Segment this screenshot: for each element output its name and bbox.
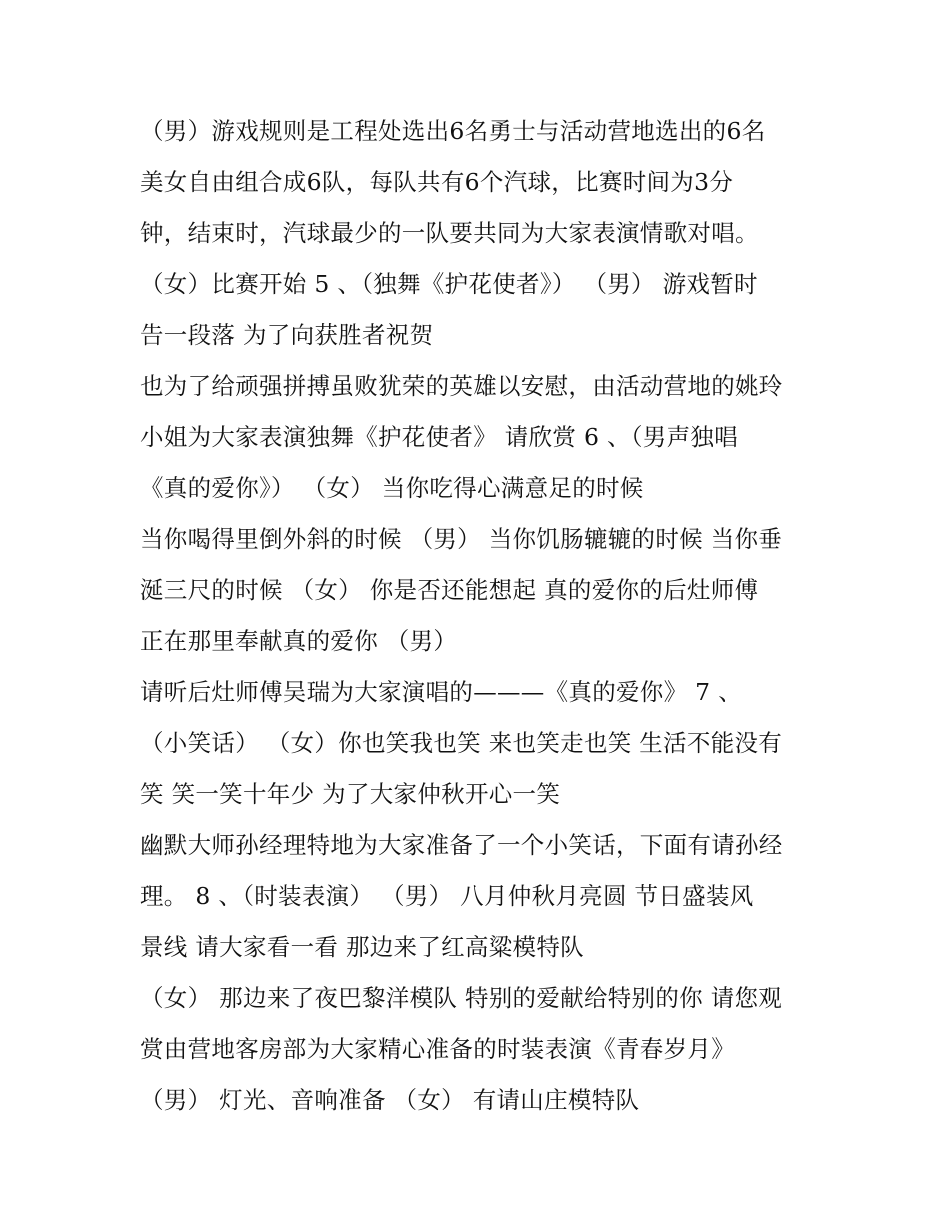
text-line: （男） 灯光、音响准备 （女） 有请山庄模特队 (140, 1086, 640, 1114)
text-line: 正在那里奉献真的爱你 （男） (140, 627, 458, 655)
text-line: 美女自由组合成6队，每队共有6个汽球，比赛时间为3分 (140, 168, 734, 196)
text-line: （男）游戏规则是工程处选出6名勇士与活动营地选出的6名 (140, 117, 766, 145)
text-line: （小笑话） （女）你也笑我也笑 来也笑走也笑 生活不能没有 (140, 729, 783, 757)
text-line: 也为了给顽强拼搏虽败犹荣的英雄以安慰，由活动营地的姚玲 (140, 372, 783, 400)
document-body (140, 106, 820, 1126)
text-line: 赏由营地客房部为大家精心准备的时装表演《青春岁月》 (140, 1035, 735, 1063)
text-line: 景线 请大家看一看 那边来了红高粱模特队 (140, 933, 584, 961)
text-line: （女）比赛开始 5 、（独舞《护花使者》） （男） 游戏暂时 (140, 270, 758, 298)
text-line: 请听后灶师傅吴瑞为大家演唱的———《真的爱你》 7 、 (140, 678, 742, 706)
text-line: 钟，结束时，汽球最少的一队要共同为大家表演情歌对唱。 (140, 219, 759, 247)
text-line: 涎三尺的时候 （女） 你是否还能想起 真的爱你的后灶师傅 (140, 576, 759, 604)
text-line: 理。 8 、（时装表演） （男） 八月仲秋月亮圆 节日盛装风 (140, 882, 754, 910)
text-line: 小姐为大家表演独舞《护花使者》 请欣赏 6 、（男声独唱 (140, 423, 739, 451)
text-line: 幽默大师孙经理特地为大家准备了一个小笑话，下面有请孙经 (140, 831, 783, 859)
text-line: 《真的爱你》） （女） 当你吃得心满意足的时候 (140, 474, 644, 502)
text-line: 告一段落 为了向获胜者祝贺 (140, 321, 434, 349)
text-line: （女） 那边来了夜巴黎洋模队 特别的爱献给特别的你 请您观 (140, 984, 783, 1012)
text-line: 笑 笑一笑十年少 为了大家仲秋开心一笑 (140, 780, 561, 808)
text-line: 当你喝得里倒外斜的时候 （男） 当你饥肠辘辘的时候 当你垂 (140, 525, 783, 553)
